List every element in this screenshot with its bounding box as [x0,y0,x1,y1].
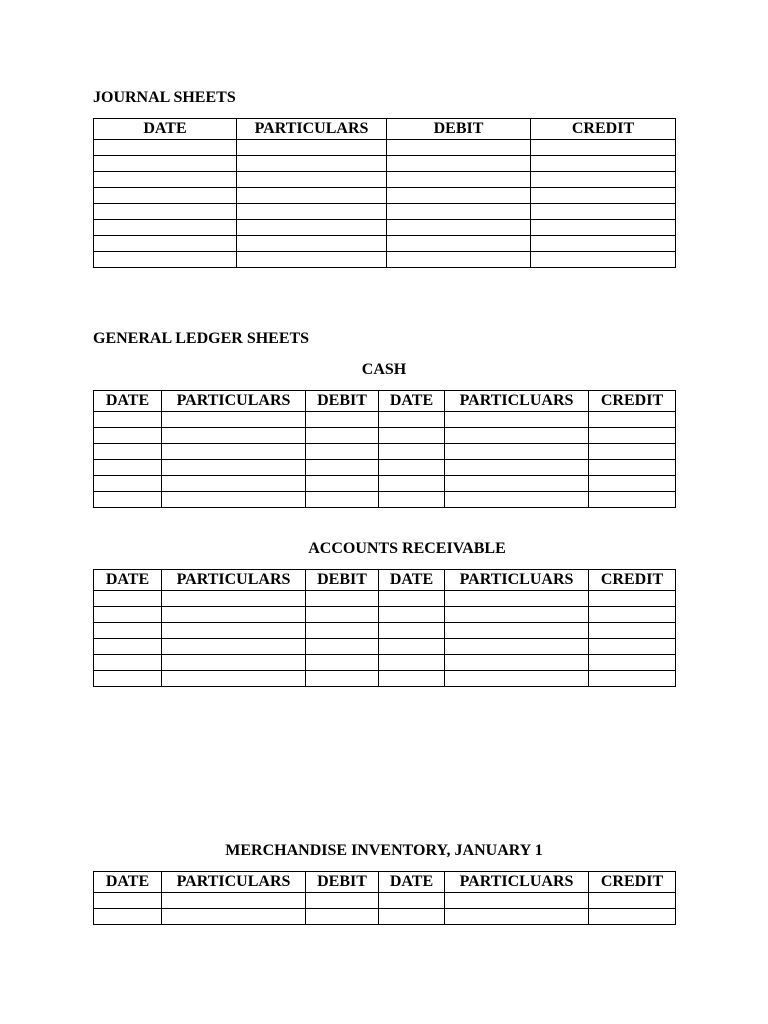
blank-cell[interactable] [589,671,676,687]
blank-cell[interactable] [162,607,306,623]
journal-header-date: DATE [94,119,237,140]
blank-cell[interactable] [94,156,237,172]
blank-cell[interactable] [237,236,387,252]
blank-cell[interactable] [306,444,379,460]
blank-cell[interactable] [237,156,387,172]
blank-cell[interactable] [445,492,589,508]
accounts-receivable-ledger-table [93,569,676,687]
blank-cell[interactable] [589,460,676,476]
blank-cell[interactable] [379,444,445,460]
table-row [94,623,676,639]
ledger-header-row [94,872,676,893]
blank-cell[interactable] [306,428,379,444]
blank-cell[interactable] [445,476,589,492]
blank-cell[interactable] [306,623,379,639]
cash-ledger-table [93,390,676,508]
blank-cell[interactable] [94,909,162,925]
ledger-header-date: DATE [94,872,162,893]
journal-header-row [94,119,676,140]
table-row [94,252,676,268]
blank-cell[interactable] [589,607,676,623]
blank-cell[interactable] [237,220,387,236]
blank-cell[interactable] [306,671,379,687]
blank-cell[interactable] [531,236,676,252]
ledger-header-credit: CREDIT [589,570,676,591]
table-row [94,140,676,156]
blank-cell[interactable] [237,252,387,268]
merchandise-inventory-ledger-table [93,871,676,925]
blank-cell[interactable] [445,412,589,428]
blank-cell[interactable] [306,476,379,492]
blank-cell[interactable] [589,444,676,460]
table-row [94,204,676,220]
blank-cell[interactable] [94,639,162,655]
blank-cell[interactable] [306,893,379,909]
blank-cell[interactable] [94,252,237,268]
ledger-header-particulars: PARTICULARS [162,391,306,412]
blank-cell[interactable] [306,655,379,671]
ledger-header-debit: DEBIT [306,570,379,591]
ledger-header-date: DATE [94,391,162,412]
blank-cell[interactable] [387,172,531,188]
blank-cell[interactable] [589,591,676,607]
blank-cell[interactable] [306,412,379,428]
blank-cell[interactable] [379,476,445,492]
blank-cell[interactable] [94,476,162,492]
blank-cell[interactable] [162,655,306,671]
blank-cell[interactable] [531,252,676,268]
blank-cell[interactable] [379,591,445,607]
blank-cell[interactable] [387,188,531,204]
blank-cell[interactable] [379,412,445,428]
blank-cell[interactable] [589,623,676,639]
blank-cell[interactable] [387,220,531,236]
ledger-header-row [94,570,676,591]
blank-cell[interactable] [162,476,306,492]
table-row [94,492,676,508]
table-row [94,591,676,607]
blank-cell[interactable] [94,460,162,476]
blank-cell[interactable] [445,655,589,671]
ledger-header-row [94,391,676,412]
blank-cell[interactable] [94,893,162,909]
blank-cell[interactable] [94,172,237,188]
blank-cell[interactable] [162,639,306,655]
blank-cell[interactable] [445,623,589,639]
blank-cell[interactable] [589,476,676,492]
blank-cell[interactable] [531,156,676,172]
blank-cell[interactable] [162,412,306,428]
blank-cell[interactable] [162,492,306,508]
journal-header-debit: DEBIT [387,119,531,140]
blank-cell[interactable] [379,909,445,925]
blank-cell[interactable] [379,428,445,444]
blank-cell[interactable] [94,655,162,671]
blank-cell[interactable] [237,172,387,188]
blank-cell[interactable] [94,140,237,156]
table-row [94,220,676,236]
table-row [94,236,676,252]
blank-cell[interactable] [445,591,589,607]
cash-account-title: CASH [361,361,407,378]
table-row [94,671,676,687]
blank-cell[interactable] [589,428,676,444]
blank-cell[interactable] [94,591,162,607]
blank-cell[interactable] [306,460,379,476]
blank-cell[interactable] [94,607,162,623]
blank-cell[interactable] [237,204,387,220]
blank-cell[interactable] [445,893,589,909]
table-row [94,412,676,428]
blank-cell[interactable] [94,492,162,508]
table-row [94,172,676,188]
blank-cell[interactable] [237,188,387,204]
blank-cell[interactable] [531,172,676,188]
blank-cell[interactable] [589,893,676,909]
blank-cell[interactable] [94,444,162,460]
blank-cell[interactable] [379,607,445,623]
blank-cell[interactable] [445,607,589,623]
blank-cell[interactable] [94,428,162,444]
blank-cell[interactable] [379,639,445,655]
blank-cell[interactable] [531,220,676,236]
ledger-header-date-2: DATE [379,391,445,412]
table-row [94,655,676,671]
ledger-header-credit: CREDIT [589,391,676,412]
blank-cell[interactable] [445,639,589,655]
blank-cell[interactable] [94,671,162,687]
blank-cell[interactable] [379,623,445,639]
blank-cell[interactable] [306,639,379,655]
blank-cell[interactable] [162,893,306,909]
blank-cell[interactable] [589,909,676,925]
blank-cell[interactable] [162,671,306,687]
journal-header-particulars: PARTICULARS [237,119,387,140]
blank-cell[interactable] [162,623,306,639]
blank-cell[interactable] [589,412,676,428]
accounts-receivable-title: ACCOUNTS RECEIVABLE [308,540,506,557]
blank-cell[interactable] [589,492,676,508]
blank-cell[interactable] [445,671,589,687]
blank-cell[interactable] [379,893,445,909]
ledger-header-particulars: PARTICULARS [162,872,306,893]
blank-cell[interactable] [162,428,306,444]
journal-header-credit: CREDIT [531,119,676,140]
blank-cell[interactable] [306,909,379,925]
table-row [94,444,676,460]
blank-cell[interactable] [531,140,676,156]
blank-cell[interactable] [445,909,589,925]
table-row [94,476,676,492]
table-row [94,156,676,172]
blank-cell[interactable] [162,444,306,460]
blank-cell[interactable] [306,607,379,623]
merchandise-inventory-title: MERCHANDISE INVENTORY, JANUARY 1 [225,842,543,859]
table-row [94,909,676,925]
blank-cell[interactable] [94,220,237,236]
ledger-header-date-2: DATE [379,570,445,591]
ledger-header-credit: CREDIT [589,872,676,893]
blank-cell[interactable] [379,492,445,508]
blank-cell[interactable] [387,156,531,172]
journal-table [93,118,676,268]
general-ledger-title: GENERAL LEDGER SHEETS [93,330,310,347]
blank-cell[interactable] [531,204,676,220]
blank-cell[interactable] [445,444,589,460]
blank-cell[interactable] [387,252,531,268]
blank-cell[interactable] [379,655,445,671]
blank-cell[interactable] [306,591,379,607]
blank-cell[interactable] [589,655,676,671]
table-row [94,460,676,476]
blank-cell[interactable] [445,428,589,444]
ledger-header-date: DATE [94,570,162,591]
table-row [94,428,676,444]
table-row [94,188,676,204]
blank-cell[interactable] [445,460,589,476]
table-row [94,639,676,655]
table-row [94,893,676,909]
ledger-header-particluars: PARTICLUARS [445,570,589,591]
blank-cell[interactable] [237,140,387,156]
ledger-header-particluars: PARTICLUARS [445,391,589,412]
journal-sheets-title: JOURNAL SHEETS [93,89,236,106]
blank-cell[interactable] [162,909,306,925]
blank-cell[interactable] [531,188,676,204]
blank-cell[interactable] [387,140,531,156]
blank-cell[interactable] [94,412,162,428]
blank-cell[interactable] [387,204,531,220]
ledger-header-particulars: PARTICULARS [162,570,306,591]
blank-cell[interactable] [162,591,306,607]
blank-cell[interactable] [589,639,676,655]
blank-cell[interactable] [387,236,531,252]
blank-cell[interactable] [379,460,445,476]
ledger-header-debit: DEBIT [306,391,379,412]
blank-cell[interactable] [94,623,162,639]
blank-cell[interactable] [379,671,445,687]
ledger-header-particluars: PARTICLUARS [445,872,589,893]
table-row [94,607,676,623]
ledger-header-date-2: DATE [379,872,445,893]
blank-cell[interactable] [94,204,237,220]
blank-cell[interactable] [94,236,237,252]
ledger-header-debit: DEBIT [306,872,379,893]
blank-cell[interactable] [94,188,237,204]
blank-cell[interactable] [162,460,306,476]
blank-cell[interactable] [306,492,379,508]
